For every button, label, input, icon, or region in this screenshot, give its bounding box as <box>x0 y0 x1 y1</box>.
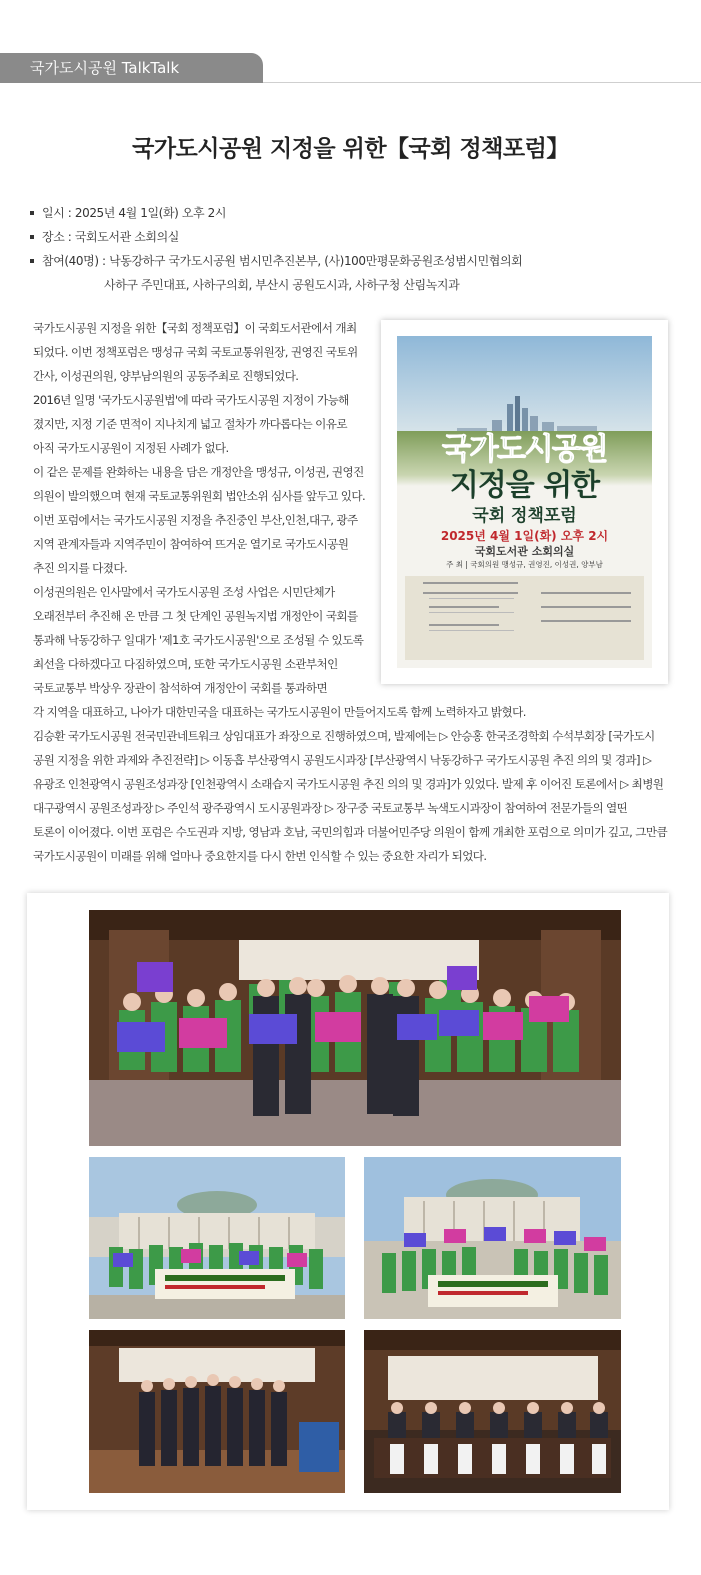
body-line: 대구광역시 공원조성과장 ▷ 주인석 광주광역시 도시공원과장 ▷ 장구중 국토교통부 녹색도시과장이 참여하여 전문가들의 열띤 <box>33 801 628 815</box>
body-line: 간사, 이성권의원, 양부남의원의 공동주최로 진행되었다. <box>33 369 299 383</box>
body-line: 의원이 발의했으며 현재 국토교통위원회 법안소위 심사를 앞두고 있다. <box>33 489 366 503</box>
poster-text-line <box>429 598 514 599</box>
info-participants: 참여(40명) : 낙동강하구 국가도시공원 범시민추진본부, (사)100만평문화공원조성범시민협의회 <box>30 249 522 273</box>
body-line: 이번 포럼에서는 국가도시공원 지정을 추진중인 부산,인천,대구, 광주 <box>33 513 358 527</box>
group-photo-assembly-left <box>89 1157 345 1319</box>
body-line: 졌지만, 지정 기준 면적이 지나치게 넓고 절차가 까다롭다는 이유로 <box>33 417 347 431</box>
photo-officials-image <box>89 1330 345 1493</box>
category-tab[interactable]: 국가도시공원 TalkTalk <box>0 53 263 83</box>
poster-program-box <box>405 576 644 660</box>
photo-panel-discussion <box>364 1330 621 1493</box>
body-line: 유광조 인천광역시 공원조성과장 [인천광역시 소래습지 국가도시공원 추진 의의 및 경과]가 있었다. 발제 후 이어진 토론에서 ▷ 최병원 <box>33 777 664 791</box>
body-line: 국가도시공원이 미래를 위해 얼마나 중요한지를 다시 한번 인식할 수 있는 중요한 자리가 되었다. <box>33 849 487 863</box>
body-line: 오래전부터 추진해 온 만큼 그 첫 단계인 공원녹지법 개정안이 국회를 <box>33 609 358 623</box>
body-line: 아직 국가도시공원이 지정된 사례가 없다. <box>33 441 229 455</box>
group-photo-assembly-right <box>364 1157 621 1319</box>
poster-text-line <box>541 606 631 608</box>
photo-officials-group <box>89 1330 345 1493</box>
body-line: 지역 관계자들과 지역주민이 참여하여 뜨거운 열기로 국가도시공원 <box>33 537 349 551</box>
poster-hosts: 주 최 | 국회의원 맹성규, 권영진, 이성권, 양부남 <box>446 560 603 569</box>
poster-date: 2025년 4월 1일(화) 오후 2시 <box>440 529 609 543</box>
body-line: 추진 의지를 다졌다. <box>33 561 128 575</box>
body-line: 토론이 이어졌다. 이번 포럼은 수도권과 지방, 영남과 호남, 국민의힘과 더불어민주당 의원이 함께 개최한 포럼으로 의미가 깊고, 그만큼 <box>33 825 668 839</box>
poster-artwork <box>397 336 652 668</box>
page-title: 국가도시공원 지정을 위한【국회 정책포럼】 <box>132 136 569 162</box>
body-line: 김승환 국가도시공원 전국민관네트워크 상임대표가 좌장으로 진행하였으며, 발제에는 ▷ 안승홍 한국조경학회 수석부회장 [국가도시 <box>33 729 655 743</box>
info-date: 일시 : 2025년 4월 1일(화) 오후 2시 <box>30 201 522 225</box>
body-line: 각 지역을 대표하고, 나아가 대한민국을 대표하는 국가도시공원이 만들어지도록 함께 노력하자고 밝혔다. <box>33 705 526 719</box>
body-line: 국가도시공원 지정을 위한【국회 정책포럼】이 국회도서관에서 개최 <box>33 321 357 335</box>
body-line: 이성권의원은 인사말에서 국가도시공원 조성 사업은 시민단체가 <box>33 585 335 599</box>
poster-title-line2: 지정을 위한 <box>449 468 600 503</box>
body-line: 되었다. 이번 정책포럼은 맹성규 국회 국토교통위원장, 권영진 국토위 <box>33 345 358 359</box>
event-poster <box>381 320 668 684</box>
poster-title: 국가도시공원 <box>442 432 607 467</box>
photo-assembly-left-image <box>89 1157 345 1319</box>
poster-text-line <box>429 612 514 613</box>
poster-text-line <box>429 606 499 608</box>
poster-venue: 국회도서관 소회의실 <box>474 545 575 558</box>
body-line: 통과해 낙동강하구 일대가 '제1호 국가도시공원'으로 조성될 수 있도록 <box>33 633 364 647</box>
photo-assembly-right-image <box>364 1157 621 1319</box>
photo-group-hall-image <box>89 910 621 1146</box>
body-line: 국토교통부 박상우 장관이 참석하여 개정안이 국회를 통과하면 <box>33 681 328 695</box>
poster-text-line <box>429 630 514 631</box>
event-info-list <box>30 201 522 297</box>
group-photo-hall <box>89 910 621 1146</box>
body-line: 2016년 일명 '국가도시공원법'에 따라 국가도시공원 지정이 가능해 <box>33 393 349 407</box>
info-venue: 장소 : 국회도서관 소회의실 <box>30 225 522 249</box>
info-participants-cont: 사하구 주민대표, 사하구의회, 부산시 공원도시과, 사하구청 산림녹지과 <box>104 278 460 292</box>
poster-text-line <box>423 582 518 584</box>
poster-text-line <box>541 620 631 622</box>
poster-text-line <box>541 592 631 594</box>
body-line: 최선을 다하겠다고 다짐하였으며, 또한 국가도시공원 소관부처인 <box>33 657 338 671</box>
body-line: 공원 지정을 위한 과제와 추진전략] ▷ 이동흡 부산광역시 공원도시과장 [부산광역시 낙동강하구 국가도시공원 추진 의의 및 경과] ▷ <box>33 753 652 767</box>
photo-gallery <box>27 893 669 1510</box>
poster-subtitle: 국회 정책포럼 <box>472 506 577 526</box>
photo-panel-image <box>364 1330 621 1493</box>
poster-text-line <box>429 624 499 626</box>
poster-text-line <box>423 592 518 594</box>
body-line: 이 같은 문제를 완화하는 내용을 담은 개정안을 맹성규, 이성권, 권영진 <box>33 465 364 479</box>
